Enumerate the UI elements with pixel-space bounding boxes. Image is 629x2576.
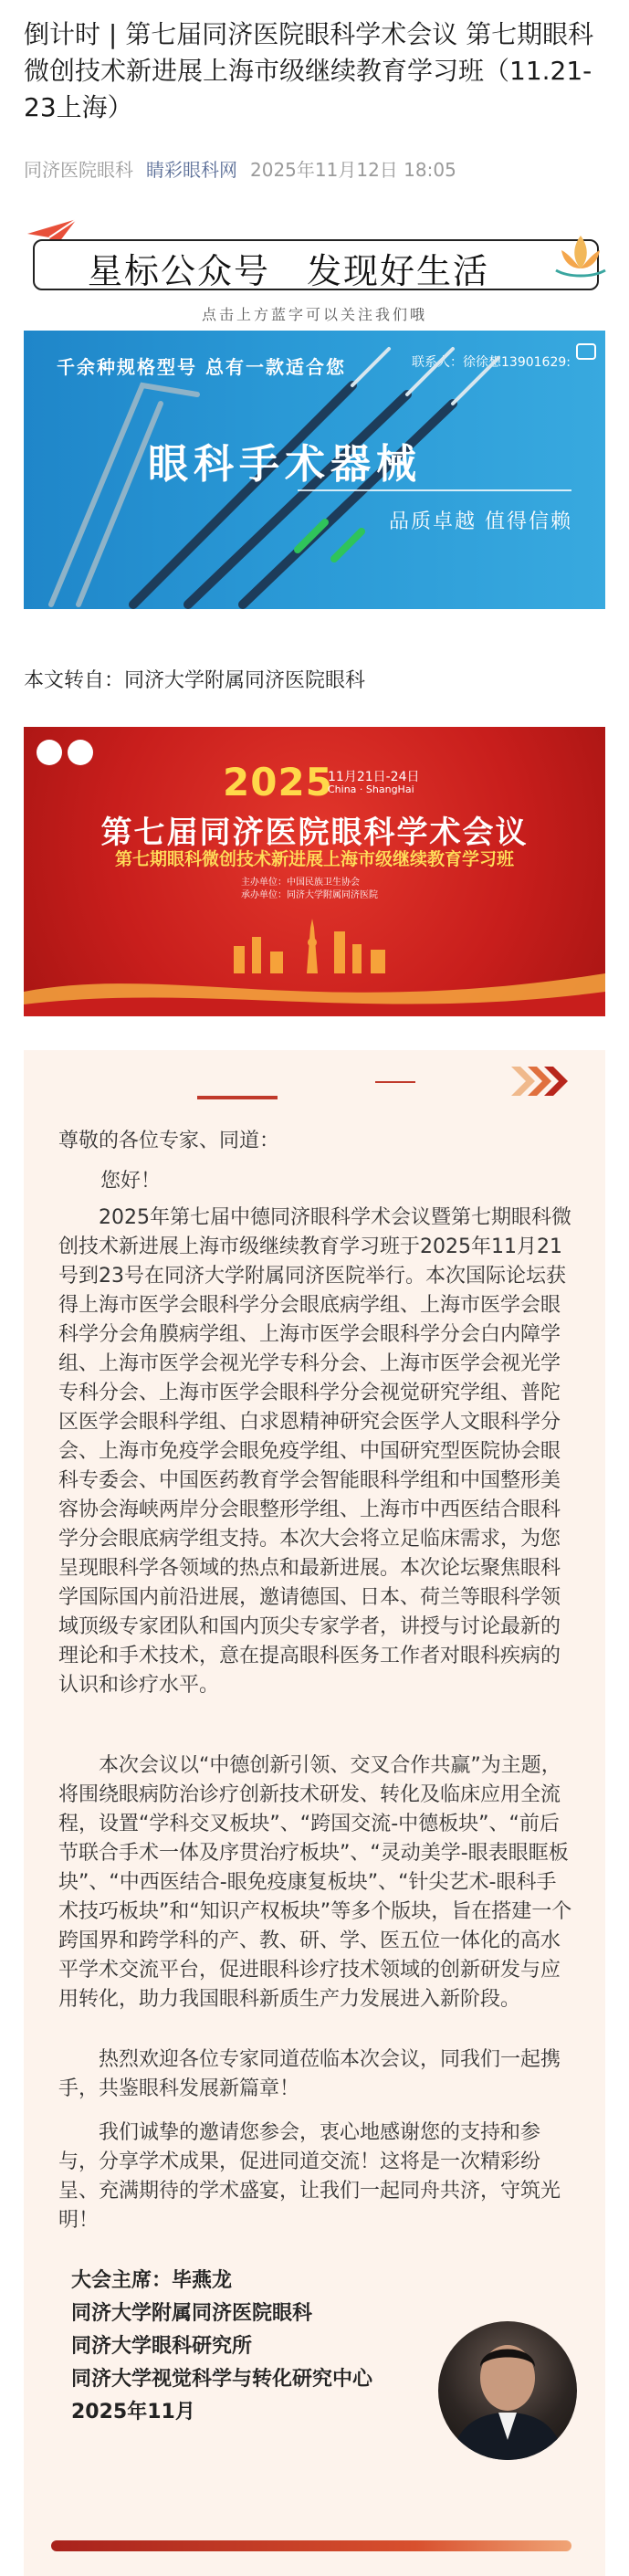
poster-host-line: 主办单位：中国民族卫生协会 — [241, 878, 360, 888]
letter-greeting: 尊敬的各位专家、同道： — [58, 1130, 280, 1152]
poster-title: 第七届同济医院眼科学术会议 — [100, 815, 529, 851]
follow-banner-subtext: 点击上方蓝字可以关注我们哦 — [201, 306, 427, 323]
signature-line: 同济大学眼科研究所 — [71, 2335, 253, 2358]
chairman-portrait — [438, 2321, 577, 2460]
publish-date: 2025年11月12日 18:05 — [250, 159, 456, 181]
article-meta — [24, 155, 456, 182]
poster-host-line: 承办单位：同济大学附属同济医院 — [241, 890, 378, 900]
letter-paragraph-4: 我们诚挚的邀请您参会，衷心地感谢您的支持和参与，分享学术成果，促进同道交流！这将是一次精彩纷呈、充满期待的学术盛宴，让我们一起同舟共济，守筑光明！ — [58, 2121, 561, 2232]
ad-slogan: 品质卓越 值得信赖 — [389, 510, 572, 533]
ad-contact-text: 联系人：徐徐想13901629: — [412, 355, 571, 370]
repost-source: 本文转自：同济大学附属同济医院眼科 — [24, 669, 366, 692]
instrument-ad-banner[interactable] — [24, 331, 605, 609]
letter-paragraph-2: 本次会议以“中德创新引领、交叉合作共赢”为主题，将围绕眼病防治诊疗创新技术研发、转化及临床应用全流程，设置“学科交叉板块”、“跨国交流-中德板块”、“前后节联合手术一体及序贯治疗板块”、“灵动美学-眼表眼眶板块”、“中西医结合-眼免疫康复板块”、“针尖艺术-眼科手术技巧板块”和“知识产权板块”等多个版块，旨在搭建一个跨国界和跨学科的产、教、研、学、医五位一体化的高水平学术交流平台，促进眼科诊疗技术领域的创新研发与应用转化，助力我国眼科新质生产力发展进入新阶段。 — [58, 1754, 572, 2011]
poster-logos — [37, 740, 93, 765]
chevron-right-icon — [508, 1063, 571, 1099]
ad-divider — [298, 489, 571, 491]
letter-hello: 您好！ — [100, 1170, 162, 1193]
poster-wave-decoration — [24, 955, 605, 1016]
signature-line: 同济大学视觉科学与转化研究中心 — [71, 2368, 373, 2391]
follow-banner[interactable] — [24, 217, 605, 325]
poster-year: 2025 — [223, 760, 333, 804]
decorative-dash — [375, 1081, 415, 1083]
poster-date: 11月21日-24日 — [328, 770, 420, 784]
invitation-letter — [24, 1050, 605, 2576]
article-title: 倒计时 | 第七届同济医院眼科学术会议 第七期眼科微创技术新进展上海市级继续教育学习班（11.21-23上海） — [24, 19, 594, 122]
signature-line: 大会主席：毕燕龙 — [71, 2269, 233, 2292]
ad-top-text: 千余种规格型号 总有一款适合您 — [57, 356, 346, 378]
article-author[interactable]: 同济医院眼科 — [24, 159, 133, 181]
signature-line: 2025年11月 — [71, 2401, 195, 2424]
follow-banner-text: 星标公众号 发现好生活 — [88, 251, 490, 291]
association-logo-icon — [68, 740, 93, 765]
ad-title: 眼科手术器械 — [148, 441, 422, 488]
lotus-icon — [552, 228, 609, 279]
letter-paragraph-1: 2025年第七届中德同济眼科学术会议暨第七期眼科微创技术新进展上海市级继续教育学习班于2025年11月21号到23号在同济大学附属同济医院举行。本次国际论坛获得上海市医学会眼科学分会眼底病学组、上海市医学会眼科学分会角膜病学组、上海市医学会眼科学分会白内障学组、上海市医学会视光学专科分会、上海市医学会视光学专科分会、上海市医学会眼科学分会视觉研究学组、普陀区医学会眼科学组、白求恩精神研究会医学人文眼科学分会、上海市免疫学会眼免疫学组、中国研究型医院协会眼科专委会、中国医药教育学会智能眼科学组和中国整形美容协会海峡两岸分会眼整形学组、上海市中西医结合眼科学分会眼底病学组支持。本次大会将立足临床需求，为您呈现眼科学各领域的热点和最新进展。本次论坛聚焦眼科学国际国内前沿进展，邀请德国、日本、荷兰等眼科学领域顶级专家团队和国内顶尖专家学者，讲授与讨论最新的理论和手术技术，意在提高眼科医务工作者对眼科疾病的认识和诊疗水平。 — [58, 1206, 571, 1697]
poster-city: China · ShangHai — [328, 783, 414, 795]
poster-subtitle: 第七期眼科微创技术新进展上海市级继续教育学习班 — [114, 849, 514, 869]
account-name-link[interactable]: 睛彩眼科网 — [146, 159, 237, 181]
chairman-portrait-image — [438, 2321, 577, 2460]
decorative-line — [197, 1096, 278, 1099]
letter-signature — [71, 2265, 372, 2429]
bottom-decorative-bar — [51, 2540, 571, 2551]
conference-poster — [24, 727, 605, 1016]
poster-hosts — [241, 877, 378, 902]
hospital-logo-icon — [37, 740, 62, 765]
letter-paragraph-3: 热烈欢迎各位专家同道莅临本次会议，同我们一起携手，共鉴眼科发展新篇章！ — [58, 2048, 561, 2100]
signature-line: 同济大学附属同济医院眼科 — [71, 2302, 313, 2325]
